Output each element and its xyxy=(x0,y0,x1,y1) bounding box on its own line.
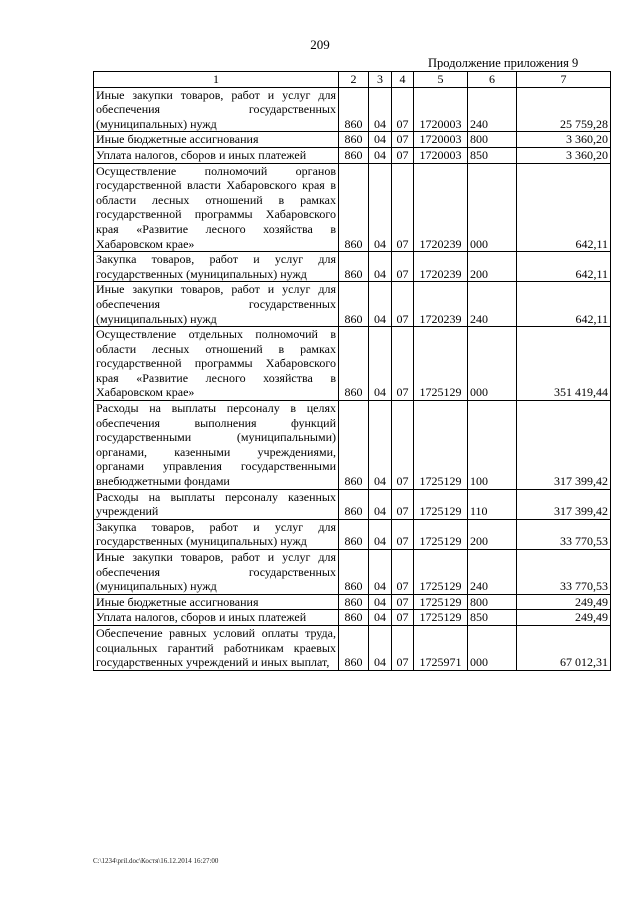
row-code-target: 1725129 xyxy=(414,519,468,549)
table-row xyxy=(94,489,611,519)
row-code-section: 04 xyxy=(369,594,392,610)
row-amount: 351 419,44 xyxy=(517,327,611,401)
row-code-target: 1720239 xyxy=(414,282,468,327)
row-code-subsection: 07 xyxy=(392,282,414,327)
row-code-target: 1725129 xyxy=(414,550,468,595)
row-code-admin: 860 xyxy=(339,147,369,163)
row-code-subsection: 07 xyxy=(392,132,414,148)
row-code-subsection: 07 xyxy=(392,489,414,519)
row-name: Иные закупки товаров, работ и услуг для обеспечения государственных (муниципальных) нужд xyxy=(94,87,339,132)
row-code-type: 800 xyxy=(468,132,517,148)
row-code-subsection: 07 xyxy=(392,87,414,132)
row-code-target: 1720003 xyxy=(414,87,468,132)
table-row xyxy=(94,147,611,163)
row-code-admin: 860 xyxy=(339,489,369,519)
row-code-subsection: 07 xyxy=(392,625,414,670)
row-code-target: 1720003 xyxy=(414,147,468,163)
row-name: Закупка товаров, работ и услуг для государственных (муниципальных) нужд xyxy=(94,252,339,282)
row-code-section: 04 xyxy=(369,147,392,163)
row-code-section: 04 xyxy=(369,163,392,252)
row-name: Расходы на выплаты персоналу в целях обеспечения выполнения функций государственными (муниципальными) органами, казенными учреждениями, органами управления государственными внебюджетными фондами xyxy=(94,401,339,490)
table-row xyxy=(94,594,611,610)
row-code-target: 1720003 xyxy=(414,132,468,148)
table-row xyxy=(94,282,611,327)
row-name: Иные бюджетные ассигнования xyxy=(94,132,339,148)
row-code-subsection: 07 xyxy=(392,163,414,252)
row-code-type: 240 xyxy=(468,282,517,327)
table-row xyxy=(94,163,611,252)
row-code-admin: 860 xyxy=(339,163,369,252)
row-code-admin: 860 xyxy=(339,625,369,670)
row-code-section: 04 xyxy=(369,327,392,401)
row-code-type: 110 xyxy=(468,489,517,519)
row-code-section: 04 xyxy=(369,610,392,626)
row-code-admin: 860 xyxy=(339,610,369,626)
header-cell: 4 xyxy=(392,72,414,88)
row-code-type: 240 xyxy=(468,550,517,595)
table-header-row xyxy=(94,72,611,88)
row-code-section: 04 xyxy=(369,625,392,670)
row-code-type: 800 xyxy=(468,594,517,610)
row-code-target: 1725129 xyxy=(414,401,468,490)
row-code-section: 04 xyxy=(369,282,392,327)
row-amount: 642,11 xyxy=(517,163,611,252)
row-code-target: 1725129 xyxy=(414,594,468,610)
header-cell: 5 xyxy=(414,72,468,88)
row-code-type: 200 xyxy=(468,519,517,549)
row-code-section: 04 xyxy=(369,132,392,148)
row-amount: 3 360,20 xyxy=(517,132,611,148)
row-code-type: 000 xyxy=(468,163,517,252)
row-amount: 25 759,28 xyxy=(517,87,611,132)
row-name: Иные бюджетные ассигнования xyxy=(94,594,339,610)
row-name: Расходы на выплаты персоналу казенных учреждений xyxy=(94,489,339,519)
row-code-admin: 860 xyxy=(339,519,369,549)
row-amount: 249,49 xyxy=(517,594,611,610)
row-code-type: 000 xyxy=(468,625,517,670)
row-name: Закупка товаров, работ и услуг для государственных (муниципальных) нужд xyxy=(94,519,339,549)
row-name: Уплата налогов, сборов и иных платежей xyxy=(94,147,339,163)
continuation-note: Продолжение приложения 9 xyxy=(428,56,579,70)
table-row xyxy=(94,87,611,132)
row-amount: 33 770,53 xyxy=(517,519,611,549)
row-code-section: 04 xyxy=(369,519,392,549)
table-row xyxy=(94,610,611,626)
row-amount: 317 399,42 xyxy=(517,401,611,490)
table-row xyxy=(94,132,611,148)
row-name: Уплата налогов, сборов и иных платежей xyxy=(94,610,339,626)
row-code-section: 04 xyxy=(369,489,392,519)
budget-table xyxy=(93,71,611,671)
row-name: Иные закупки товаров, работ и услуг для обеспечения государственных (муниципальных) нужд xyxy=(94,282,339,327)
row-code-subsection: 07 xyxy=(392,401,414,490)
header-cell: 3 xyxy=(369,72,392,88)
row-code-subsection: 07 xyxy=(392,594,414,610)
row-code-section: 04 xyxy=(369,87,392,132)
row-code-admin: 860 xyxy=(339,132,369,148)
row-name: Осуществление отдельных полномочий в области лесных отношений в рамках государственной программы Хабаровского края «Развитие лесного хозяйства в Хабаровском крае» xyxy=(94,327,339,401)
table-row xyxy=(94,252,611,282)
row-amount: 317 399,42 xyxy=(517,489,611,519)
row-code-type: 240 xyxy=(468,87,517,132)
row-code-type: 200 xyxy=(468,252,517,282)
table-row xyxy=(94,327,611,401)
row-amount: 67 012,31 xyxy=(517,625,611,670)
row-code-target: 1720239 xyxy=(414,163,468,252)
row-code-target: 1725129 xyxy=(414,489,468,519)
row-code-target: 1720239 xyxy=(414,252,468,282)
row-code-type: 850 xyxy=(468,147,517,163)
header-cell: 6 xyxy=(468,72,517,88)
row-code-target: 1725971 xyxy=(414,625,468,670)
row-code-admin: 860 xyxy=(339,401,369,490)
row-code-subsection: 07 xyxy=(392,147,414,163)
row-code-subsection: 07 xyxy=(392,519,414,549)
row-code-target: 1725129 xyxy=(414,610,468,626)
header-cell: 7 xyxy=(517,72,611,88)
row-name: Обеспечение равных условий оплаты труда, социальных гарантий работникам краевых государственных учреждений и иных выплат, xyxy=(94,625,339,670)
table-row xyxy=(94,625,611,670)
row-code-type: 850 xyxy=(468,610,517,626)
row-code-target: 1725129 xyxy=(414,327,468,401)
row-amount: 249,49 xyxy=(517,610,611,626)
row-amount: 3 360,20 xyxy=(517,147,611,163)
row-code-admin: 860 xyxy=(339,550,369,595)
row-code-admin: 860 xyxy=(339,252,369,282)
table-row xyxy=(94,550,611,595)
row-amount: 642,11 xyxy=(517,252,611,282)
row-code-type: 100 xyxy=(468,401,517,490)
page-number: 209 xyxy=(310,37,330,52)
row-code-subsection: 07 xyxy=(392,252,414,282)
header-cell: 2 xyxy=(339,72,369,88)
row-code-section: 04 xyxy=(369,550,392,595)
row-code-subsection: 07 xyxy=(392,610,414,626)
row-code-admin: 860 xyxy=(339,327,369,401)
row-code-section: 04 xyxy=(369,252,392,282)
row-code-admin: 860 xyxy=(339,594,369,610)
row-code-subsection: 07 xyxy=(392,327,414,401)
row-name: Осуществление полномочий органов государственной власти Хабаровского края в области лесных отношений в рамках государственной программы Хабаровского края «Развитие лесного хозяйства в Хабаровском крае» xyxy=(94,163,339,252)
row-code-type: 000 xyxy=(468,327,517,401)
footer-file-path: C:\1234\pril.doc\Костя\16.12.2014 16:27:00 xyxy=(93,857,219,865)
row-amount: 33 770,53 xyxy=(517,550,611,595)
row-code-subsection: 07 xyxy=(392,550,414,595)
row-amount: 642,11 xyxy=(517,282,611,327)
row-name: Иные закупки товаров, работ и услуг для обеспечения государственных (муниципальных) нужд xyxy=(94,550,339,595)
table-row xyxy=(94,519,611,549)
table-row xyxy=(94,401,611,490)
header-cell: 1 xyxy=(94,72,339,88)
row-code-admin: 860 xyxy=(339,87,369,132)
row-code-admin: 860 xyxy=(339,282,369,327)
row-code-section: 04 xyxy=(369,401,392,490)
